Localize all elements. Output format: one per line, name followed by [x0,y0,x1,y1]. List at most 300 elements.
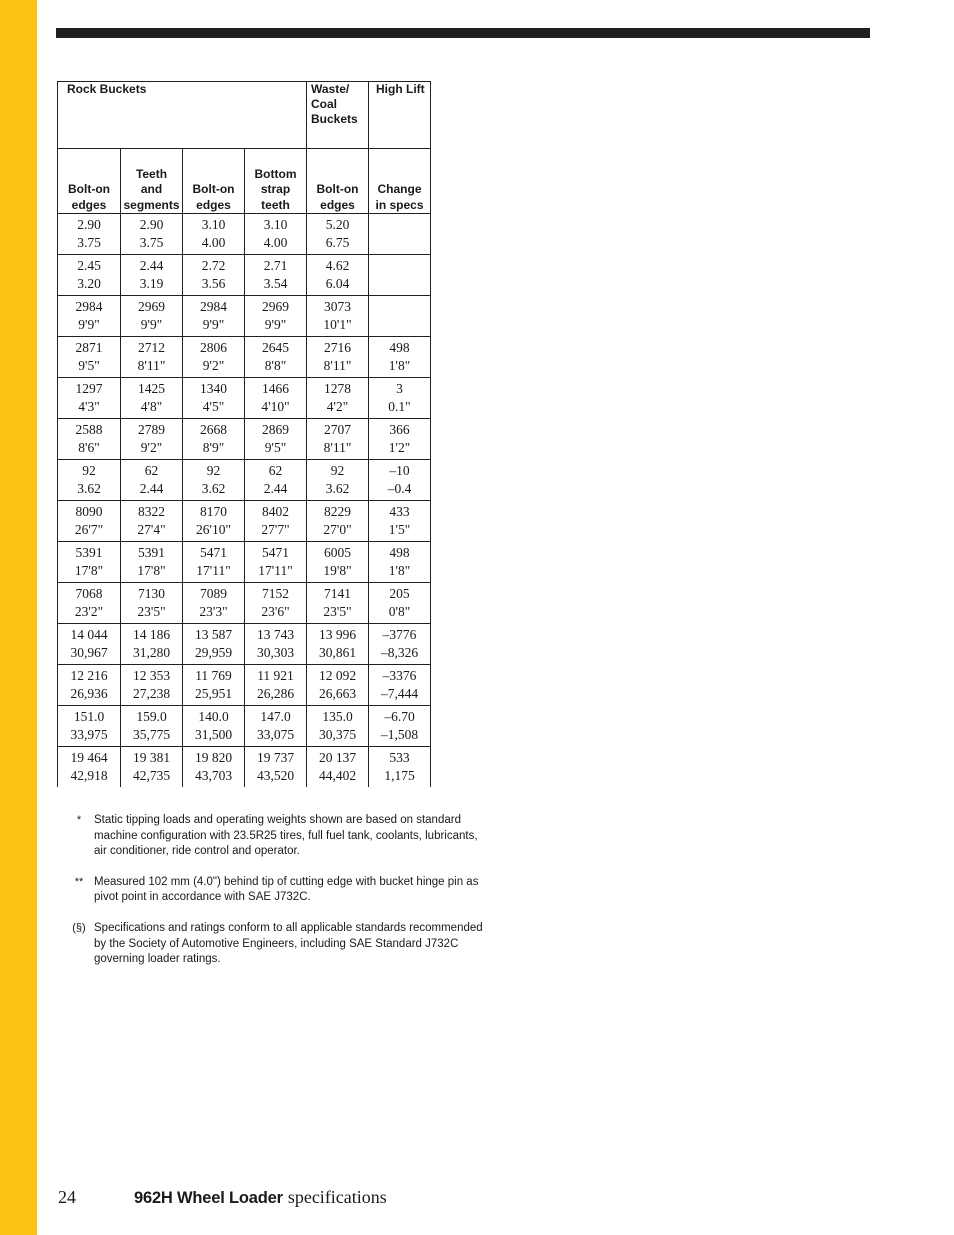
imperial-value: 9'5" [264,440,287,455]
imperial-value: 25,951 [194,686,233,701]
table-cell [121,747,183,788]
table-cell [58,706,121,747]
metric-value: 2707 [324,421,351,437]
imperial-value: 43,703 [194,768,233,783]
footer-suffix: specifications [287,1187,387,1207]
metric-value: 533 [389,749,410,765]
imperial-value: 8'11" [137,358,166,373]
table-row [58,706,431,747]
imperial-value: 3.75 [77,235,101,250]
imperial-value: 1'5" [388,522,411,537]
imperial-value: 1,175 [384,768,415,783]
page-footer [58,1187,387,1208]
metric-value: 6005 [324,544,351,560]
bucket-spec-table [57,81,431,787]
metric-value: 1466 [262,380,289,396]
metric-value: 2668 [200,421,227,437]
footnote [64,813,484,860]
footnote-text: Measured 102 mm (4.0") behind tip of cutting edge with bucket hinge pin as pivot point in accordance with SAE J732C. [94,875,479,904]
table-cell [307,214,369,255]
column-header-line: strap [260,182,291,196]
column-header-row [58,149,431,214]
rock-buckets-header: Rock Buckets [58,82,307,149]
table-cell [58,378,121,419]
imperial-value: 30,967 [70,645,108,660]
table-cell [369,255,431,296]
column-header [58,149,121,214]
table-cell [183,337,245,378]
column-header-line: and [140,182,163,196]
imperial-value: 26,663 [318,686,357,701]
table-cell [307,583,369,624]
metric-value: 7089 [200,585,227,601]
imperial-value: –7,444 [380,686,419,701]
imperial-value: 10'1" [323,317,352,332]
imperial-value: 30,861 [318,645,357,660]
table-cell [58,542,121,583]
table-cell [307,624,369,665]
imperial-value: 27'4" [137,522,166,537]
imperial-value: 33,975 [70,727,108,742]
imperial-value: 17'11" [196,563,231,578]
table-cell [121,378,183,419]
footnote-text: Static tipping loads and operating weights shown are based on standard machine configuration with 23.5R25 tires, full fuel tank, coolants, lubricants, air conditioner, ride control and operator. [94,814,478,858]
imperial-value: 30,303 [256,645,295,660]
table-row [58,542,431,583]
column-header [121,149,183,214]
metric-value: 92 [82,462,96,478]
metric-value: 135.0 [322,708,353,724]
column-header [307,149,369,214]
table-cell [121,542,183,583]
footnote-text: Specifications and ratings conform to all applicable standards recommended by the Society of Automotive Engineers, including SAE Standard J732C governing loader ratings. [94,921,483,966]
imperial-value: 26'10" [196,522,231,537]
imperial-value: 3.54 [263,276,288,291]
metric-value: 140.0 [198,708,229,724]
imperial-value: 35,775 [132,727,171,742]
metric-value: 433 [389,503,410,519]
imperial-value: 0.1" [388,399,411,414]
table-cell [307,501,369,542]
metric-value: 12 216 [70,667,108,683]
metric-value: 14 044 [70,626,108,642]
table-cell [58,214,121,255]
column-header-line: Bottom [254,166,297,181]
table-row [58,296,431,337]
imperial-value: 4.00 [201,235,226,250]
imperial-value: 1'8" [388,358,411,373]
table-cell [58,296,121,337]
metric-value: 2969 [138,298,165,314]
imperial-value: 26'7" [74,522,104,537]
table-cell [307,296,369,337]
metric-value: 7130 [138,585,165,601]
table-cell [245,378,307,419]
metric-value: 2871 [75,339,103,355]
imperial-value: 8'8" [264,358,287,373]
metric-value: –6.70 [384,708,415,724]
table-cell [183,583,245,624]
metric-value: 8090 [75,503,103,519]
metric-value: 1278 [324,380,351,396]
table-cell [245,419,307,460]
metric-value: 2984 [75,298,103,314]
table-row [58,583,431,624]
top-rule [56,28,870,38]
imperial-value: 3.19 [139,276,164,291]
metric-value: 5.20 [325,216,350,232]
table-cell [121,583,183,624]
imperial-value: 8'11" [323,358,352,373]
imperial-value: 17'8" [74,563,104,578]
table-cell [307,378,369,419]
metric-value: 5391 [75,544,103,560]
metric-value: 1425 [138,380,165,396]
table-cell [183,255,245,296]
column-header-line: Bolt-on [192,182,235,196]
metric-value: 2869 [262,421,289,437]
metric-value: 2.72 [201,257,226,273]
table-cell [58,460,121,501]
table-cell [369,501,431,542]
imperial-value: 29,959 [194,645,233,660]
imperial-value: 9'2" [140,440,163,455]
imperial-value: –1,508 [380,727,419,742]
metric-value: 62 [144,462,159,478]
metric-value: –3776 [382,626,417,642]
metric-value: 366 [389,421,410,437]
metric-value: 19 464 [70,749,108,765]
column-header [183,149,245,214]
column-header-line: edges [196,197,231,212]
table-cell [183,747,245,788]
table-cell [245,214,307,255]
imperial-value: 43,520 [256,768,295,783]
yellow-side-band [0,0,37,1235]
metric-value: 2969 [262,298,289,314]
metric-value: 12 353 [132,667,171,683]
imperial-value: 9'9" [140,317,163,332]
imperial-value: 30,375 [318,727,357,742]
metric-value: 159.0 [136,708,167,724]
metric-value: 7068 [75,585,103,601]
metric-value: 2716 [324,339,351,355]
metric-value: 2.71 [263,257,288,273]
imperial-value: 3.62 [201,481,226,496]
metric-value: 2588 [75,421,103,437]
metric-value: 2645 [262,339,289,355]
metric-value: 92 [206,462,221,478]
metric-value: 2806 [200,339,227,355]
imperial-value: –0.4 [387,481,412,496]
table-cell [369,214,431,255]
imperial-value: 23'3" [199,604,228,619]
table-cell [369,296,431,337]
metric-value: 5391 [138,544,165,560]
model-name: 962H Wheel Loader [134,1189,283,1207]
table-cell [58,583,121,624]
metric-value: 2789 [138,421,165,437]
table-cell [183,460,245,501]
imperial-value: 4'8" [140,399,163,414]
metric-value: 498 [389,339,410,355]
table-cell [183,624,245,665]
table-cell [245,624,307,665]
metric-value: 7152 [262,585,289,601]
table-cell [245,583,307,624]
table-cell [307,747,369,788]
metric-value: 1297 [75,380,103,396]
imperial-value: 23'6" [261,604,290,619]
page-number: 24 [58,1187,76,1207]
metric-value: 205 [389,585,410,601]
table-cell [121,296,183,337]
imperial-value: 19'8" [323,563,352,578]
table-cell [183,214,245,255]
imperial-value: 42,918 [70,768,108,783]
imperial-value: 17'11" [258,563,293,578]
table-cell [245,706,307,747]
imperial-value: 8'6" [78,440,100,455]
table-row [58,255,431,296]
metric-value: 14 186 [132,626,171,642]
table-cell [121,624,183,665]
metric-value: 62 [268,462,283,478]
table-cell [369,337,431,378]
imperial-value: 44,402 [318,768,357,783]
metric-value: 7141 [324,585,351,601]
table-cell [307,419,369,460]
metric-value: 12 092 [318,667,357,683]
imperial-value: 8'9" [202,440,225,455]
imperial-value: 4'3" [78,399,100,414]
metric-value: 13 996 [318,626,357,642]
table-cell [121,501,183,542]
column-header-line: Change [377,182,422,196]
table-row [58,378,431,419]
table-cell [245,460,307,501]
table-cell [183,378,245,419]
footnote [64,921,484,968]
imperial-value: 3.75 [139,235,164,250]
metric-value: 2.44 [139,257,164,273]
imperial-value: 4'10" [261,399,290,414]
imperial-value: 0'8" [388,604,411,619]
imperial-value: 6.75 [325,235,350,250]
table-cell [183,542,245,583]
imperial-value: –8,326 [380,645,419,660]
waste-coal-buckets-header: Waste/ Coal Buckets [307,82,369,149]
imperial-value: 23'5" [323,604,352,619]
table-cell [121,460,183,501]
imperial-value: 9'5" [78,358,100,373]
table-row [58,747,431,788]
imperial-value: 17'8" [137,563,166,578]
metric-value: 151.0 [73,708,105,724]
table-cell [121,419,183,460]
metric-value: 13 743 [256,626,295,642]
metric-value: 2712 [138,339,165,355]
metric-value: 20 137 [318,749,357,765]
metric-value: 3 [396,380,403,396]
metric-value: 92 [330,462,345,478]
column-header-line: edges [320,197,355,212]
imperial-value: 42,735 [132,768,171,783]
column-header-line: Bolt-on [68,182,110,196]
table-cell [121,706,183,747]
table-cell [369,747,431,788]
imperial-value: 27'7" [261,522,290,537]
imperial-value: 3.62 [77,481,101,496]
imperial-value: 27'0" [323,522,352,537]
column-header-line: in specs [375,197,424,212]
table-cell [307,665,369,706]
table-cell [58,501,121,542]
table-cell [183,501,245,542]
imperial-value: 33,075 [256,727,295,742]
table-row [58,501,431,542]
metric-value: 19 820 [194,749,233,765]
imperial-value: 3.62 [325,481,350,496]
metric-value: 5471 [200,544,227,560]
table-cell [369,460,431,501]
metric-value: 2.90 [77,216,101,232]
table-cell [245,747,307,788]
metric-value: 3.10 [263,216,288,232]
metric-value: 19 737 [256,749,295,765]
column-header-line: Teeth [135,166,168,181]
table-cell [121,665,183,706]
table-cell [183,665,245,706]
column-header-line: edges [71,197,107,212]
metric-value: 147.0 [260,708,291,724]
table-cell [121,255,183,296]
metric-value: 11 921 [257,667,294,683]
metric-value: 3073 [324,298,351,314]
imperial-value: 4.00 [263,235,288,250]
table-cell [307,706,369,747]
table-cell [245,337,307,378]
imperial-value: 9'9" [202,317,225,332]
footnotes [64,813,484,983]
imperial-value: 23'5" [137,604,166,619]
metric-value: –10 [389,462,410,478]
table-row [58,665,431,706]
high-lift-header: High Lift [369,82,431,149]
table-cell [307,337,369,378]
column-header-line: teeth [261,197,290,212]
footnote-mark: ** [74,875,84,888]
imperial-value: 9'2" [202,358,225,373]
table-cell [307,542,369,583]
column-header [369,149,431,214]
table-cell [245,665,307,706]
imperial-value: 9'9" [264,317,287,332]
imperial-value: 31,500 [194,727,233,742]
footnote-mark: (§) [72,921,86,934]
table-cell [369,583,431,624]
imperial-value: 26,286 [256,686,295,701]
metric-value: 8170 [200,503,227,519]
footnote-mark: * [76,814,82,826]
metric-value: 19 381 [132,749,171,765]
imperial-value: 31,280 [132,645,171,660]
imperial-value: 3.20 [77,276,101,291]
metric-value: 2.45 [77,257,101,273]
table-cell [369,624,431,665]
table-row [58,214,431,255]
table-cell [245,296,307,337]
table-cell [307,460,369,501]
metric-value: 8322 [138,503,165,519]
table-cell [121,337,183,378]
metric-value: 498 [389,544,410,560]
table-row [58,624,431,665]
imperial-value: 4'5" [202,399,225,414]
imperial-value: 26,936 [70,686,108,701]
table-cell [183,296,245,337]
imperial-value: 8'11" [323,440,352,455]
metric-value: 8402 [262,503,289,519]
metric-value: 3.10 [201,216,226,232]
imperial-value: 2.44 [139,481,164,496]
table-row [58,337,431,378]
metric-value: 8229 [324,503,351,519]
table-cell [58,747,121,788]
metric-value: 4.62 [325,257,350,273]
table-cell [58,337,121,378]
imperial-value: 3.56 [201,276,226,291]
metric-value: 2.90 [139,216,164,232]
metric-value: 5471 [262,544,289,560]
imperial-value: 4'2" [326,399,349,414]
table-row [58,419,431,460]
metric-value: 1340 [200,380,227,396]
table-cell [369,706,431,747]
table-cell [183,706,245,747]
table-cell [183,419,245,460]
imperial-value: 27,238 [132,686,171,701]
table-cell [307,255,369,296]
imperial-value: 9'9" [78,317,100,332]
table-cell [369,542,431,583]
group-header-row [58,82,431,149]
imperial-value: 1'8" [388,563,411,578]
table-cell [58,624,121,665]
metric-value: 11 769 [195,667,232,683]
imperial-value: 6.04 [325,276,350,291]
metric-value: 2984 [200,298,227,314]
column-header [245,149,307,214]
table-cell [58,419,121,460]
table-body [58,214,431,788]
imperial-value: 23'2" [74,604,104,619]
table-cell [245,255,307,296]
table-cell [58,255,121,296]
table-row [58,460,431,501]
imperial-value: 2.44 [263,481,288,496]
table-cell [58,665,121,706]
table-cell [121,214,183,255]
footnote [64,875,484,906]
table-cell [245,501,307,542]
table-cell [369,378,431,419]
table-cell [369,419,431,460]
column-header-line: segments [123,197,180,212]
metric-value: 13 587 [194,626,233,642]
imperial-value: 1'2" [388,440,411,455]
column-header-line: Bolt-on [316,182,359,196]
